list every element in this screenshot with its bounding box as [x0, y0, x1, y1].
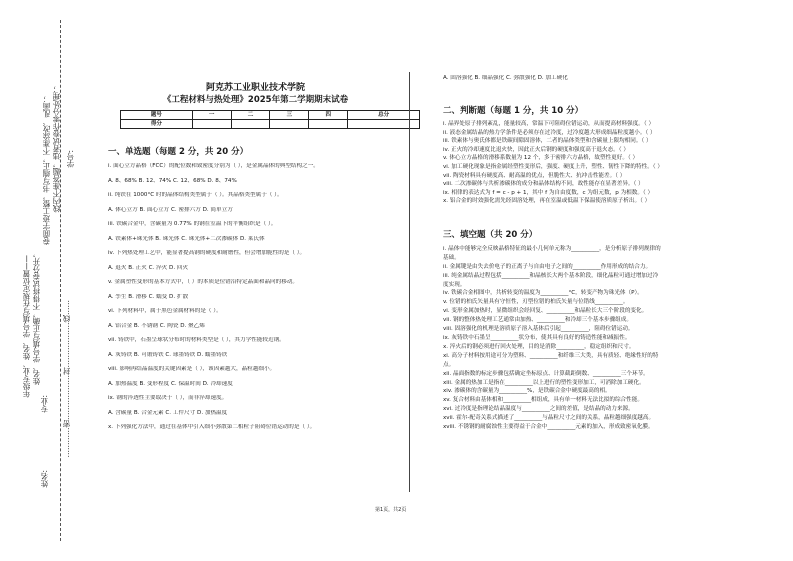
- student-id-label: 学号:: [66, 150, 75, 168]
- fill-item: xv. 复合材料由基体相和__________相组成，具有单一材料无法比拟的综合性能。: [443, 397, 643, 404]
- judge-item: viii. 二次渗碳体与共析渗碳体的成分和晶体结构不同，故性能存在显著差异。（ ）: [443, 181, 644, 188]
- score-cell: 题号: [121, 111, 193, 120]
- binding-strip: [0, 0, 80, 561]
- question-options: A. 孪生 B. 滑移 C. 蠕变 D. 扩散: [108, 293, 189, 300]
- section3-title: 三、填空题（共 20 分）: [443, 229, 538, 240]
- question-stem: iii. 铁碳合金中，含碳量为 0.77% 的钢在室温下的平衡组织是（ ）。: [108, 221, 277, 227]
- question-options: A. 体心立方 B. 面心立方 C. 密排六方 D. 简单立方: [108, 206, 233, 213]
- fill-item: viii. 固溶强化的机理是溶质原子溶入基体后引起__________，阻碍位错运动。: [443, 326, 634, 333]
- section1-questions: [108, 163, 403, 446]
- fill-item: xviii. 不锈钢的耐腐蚀性主要得益于合金中__________元素的加入，形成致密氧化膜。: [443, 424, 654, 431]
- judge-item: ix. 相律的表达式为 f = c - p + 1，其中 f 为自由度数，c 为组元数，p 为相数。（ ）: [443, 189, 654, 196]
- fill-item: vi. 变形金属加热时，显微组织会经回复、__________和晶粒长大三个阶段的变化。: [443, 308, 648, 315]
- question-options: A. 铁素体+珠光体 B. 珠光体 C. 珠光体+二次渗碳体 D. 莱氏体: [108, 235, 265, 242]
- left-column: [108, 82, 403, 446]
- question-stem: v. 金属塑性变形的基本方式中，（ ）的本质是位错沿特定晶面和晶向的移动。: [108, 279, 299, 285]
- judge-item: vii. 陶瓷材料具有硬度高、耐高温的优点，但脆性大、抗冲击性能差。（ ）: [443, 172, 626, 179]
- fill-item: 度实现。: [443, 281, 466, 288]
- section3-items: [443, 245, 743, 432]
- score-cell: 三: [270, 111, 309, 120]
- score-cell: 二: [231, 111, 270, 120]
- right-column: [443, 75, 743, 432]
- question-stem: vii. 铸铁中，石墨呈球状分布时的材料类型是（ ），其力学性能较近钢。: [108, 337, 285, 343]
- fill-item: vii. 钢的整体热处理工艺通常由加热、__________和冷却三个基本步骤组成。: [443, 317, 632, 324]
- section2-items: [443, 120, 743, 206]
- judge-item: v. 体心立方晶格的滑移系数量为 12 个，多于密排六方晶格，故塑性更好。（ ）: [443, 155, 639, 162]
- judge-item: i. 晶界处原子排列紊乱，能量较高，常温下可阻碍位错运动，从而提高材料强度。（ ）: [443, 121, 655, 127]
- question-stem: x. 下列强化方法中，通过在基体中引入细小弥散第二相粒子阻碍位错运动的是（ ）。: [108, 424, 316, 430]
- judge-item: iv. 正火的冷却速度比退火快，因此正火后钢的硬度和强度高于退火态。（ ）: [443, 146, 629, 153]
- question-options: A. 加热温度 B. 变形程度 C. 保温时间 D. 冷却速度: [108, 380, 233, 387]
- notice-line-3: 姓名、学号填写正确，不得将试卷分开，: [32, 250, 41, 385]
- score-cell: 一: [192, 111, 231, 120]
- fill-item: iv. 铁碳合金相图中，共析转变的温度为__________°C，转变产物为珠光体（P）。: [443, 290, 643, 297]
- fill-item: i. 晶体中能够完全反映晶格特征的最小几何单元称为__________，是分析原子排列规律的: [443, 245, 661, 252]
- judge-item: x. 铝合金的时效强化需先经固溶处理，再在室温或低温下保温使溶质原子析出。（ ）: [443, 198, 651, 205]
- score-cell: 总分: [348, 111, 420, 120]
- score-header-row: [121, 111, 420, 120]
- fill-item: v. 位错的柏氏矢量具有守恒性，刃型位错的柏氏矢量与位错线__________。: [443, 299, 629, 306]
- seal-line-text: …………密………………封………………线……: [62, 300, 71, 458]
- page-footer: 第1页，共2页: [375, 507, 407, 513]
- judge-item: vi. 加工硬化现象是指金属经塑性变形后，强度、硬度上升，塑性、韧性下降的特性。（ ）: [443, 163, 663, 170]
- question-stem: iv. 下列热处理工艺中，能显著提高钢的硬度和耐磨性，但会增加脆性的是（ ）。: [108, 250, 306, 256]
- question-options: A. 灰铸铁 B. 可锻铸铁 C. 球墨铸铁 D. 蠕墨铸铁: [108, 351, 228, 358]
- score-cell: 四: [309, 111, 348, 120]
- question-stem: ix. 钢的淬透性主要取决于（ ），而非淬却速度。: [108, 395, 228, 401]
- fill-item: xii. 晶面指数的标定步骤包括确定坐标原点、计算截距倒数、__________三个环节。: [443, 370, 649, 377]
- score-cell[interactable]: [270, 120, 309, 129]
- fill-item: xi. 高分子材料按用途可分为塑料、__________和纤维三大类，具有质轻、绝缘性好的特: [443, 352, 659, 359]
- section1-title: 一、单选题（每题 2 分，共 20 分）: [108, 147, 249, 157]
- notice-line-4: 年级专业、姓名、学号填写在规定位置——: [22, 255, 31, 398]
- fill-item: iii. 纯金属结晶过程包括__________和晶核长大两个基本阶段，细化晶粒可通过增加过冷: [443, 272, 659, 279]
- question-stem: ii. 纯铁在 1000°C 时的晶体结构类型属于（ ）。其晶格类型属于（ ）。: [108, 192, 283, 198]
- fill-item: xvi. 过冷度是指理论结晶温度与__________之间的差值，是结晶的动力来源。: [443, 406, 634, 413]
- section2-title: 二、判断题（每题 1 分，共 10 分）: [443, 106, 584, 116]
- score-cell[interactable]: [192, 120, 231, 129]
- question-options: A. 含碳量 B. 合金元素 C. 工件尺寸 D. 加热温度: [108, 409, 228, 416]
- judge-item: ii. 液态金属结晶的热力学条件是必须存在过冷度，过冷度越大形成细晶粒度越小。（ ）: [443, 129, 656, 136]
- fill-item: x. 淬火后的钢必须进行回火处理，目的是消除__________，稳定组织和尺寸。: [443, 343, 635, 350]
- name-label: 姓名:: [40, 470, 49, 488]
- exam-title: 《工程材料与热处理》2025年第二学期期末试卷: [162, 95, 349, 105]
- column-divider: [409, 72, 410, 492]
- fill-item: ix. 灰铸铁中石墨呈__________状分布，使其具有良好的铸造性能和减振性。: [443, 335, 631, 341]
- question-stem: vi. 下列材料中，属于黑色金属材料的是（ ）。: [108, 308, 222, 314]
- major-label: 专业:: [40, 395, 49, 413]
- score-table: [120, 110, 420, 129]
- fill-item: xvii. 霍尔-配奇关系式描述了__________与晶粒尺寸之间的关系，晶粒越细强度越高。: [443, 415, 655, 422]
- score-cell[interactable]: [309, 120, 348, 129]
- score-cell: 得分: [121, 120, 193, 129]
- judge-item: iii. 铁素体与奥氏体都是铁碳间隙固溶体，二者的晶体类型和含碳量上限均相同。（ ）: [443, 138, 652, 145]
- school-title: 阿克苏工业职业技术学院: [205, 83, 305, 93]
- fill-item: xiv. 渗碳体的含碳量为__________%，是铁碳合金中硬度最高的相。: [443, 388, 611, 395]
- fill-item: ii. 金属键是由失去价电子的正离子与自由电子之间的__________作用形成的结合力。: [443, 263, 652, 270]
- notice-line-2: 卷面字迹工整，书写端正，不准涂改、乱画；: [42, 95, 51, 245]
- fill-item: 基础。: [443, 254, 460, 261]
- score-cell[interactable]: [231, 120, 270, 129]
- fill-item: 点。: [443, 361, 455, 368]
- q10-options: A. 固溶强化 B. 细晶强化 C. 弥散强化 D. 加工硬化: [443, 75, 568, 81]
- question-options: A. 铝合金 B. 不锈钢 C. 陶瓷 D. 聚乙烯: [108, 322, 205, 329]
- question-stem: i. 面心立方晶格（FCC）的配位数和致密度分别为（ ），是金属晶体的典型结构之一。: [108, 163, 319, 169]
- question-options: A. 8、68% B. 12、74% C. 12、68% D. 8、74%: [108, 177, 237, 184]
- question-options: A. 退火 B. 正火 C. 淬火 D. 回火: [108, 264, 189, 271]
- score-value-row: [121, 120, 420, 129]
- question-stem: viii. 影响再结晶温度的关键因素是（ ），该因素越大，晶粒越细小。: [108, 366, 276, 372]
- fill-item: xiii. 金属的热加工是指在__________以上进行的塑性变形加工，可消除加工硬化。: [443, 379, 645, 386]
- notice-line-1: 线内不准答题，违者试卷作零分处理；: [52, 85, 61, 213]
